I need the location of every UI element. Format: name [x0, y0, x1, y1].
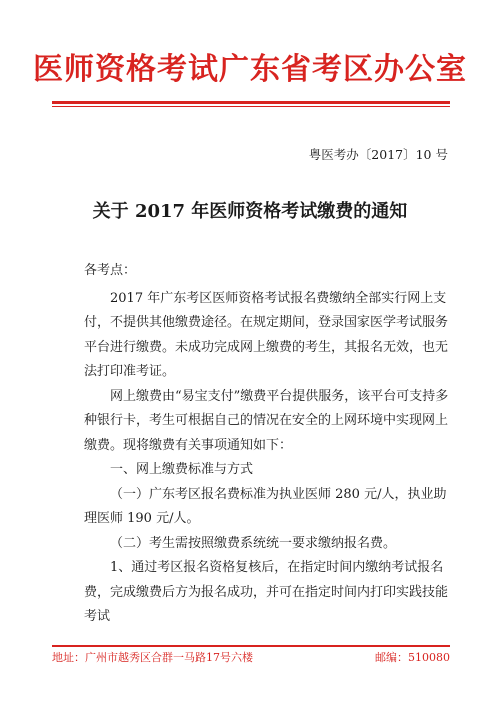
document-body [84, 259, 449, 630]
paragraph-online-payment: 2017 年广东考区医师资格考试报名费缴纳全部实行网上支付，不提供其他缴费途径。在规定期间，登录国家医学考试服务平台进行缴费。未成功完成网上缴费的考生，其报名无效，也无法打印准考证。 [84, 290, 449, 379]
paragraph-fee-standard: （一）广东考区报名费标准为执业医师 280 元/人，执业助理医师 190 元/人。 [84, 486, 447, 526]
document-number: 粤医考办〔2017〕10 号 [308, 147, 448, 162]
footer-postcode: 邮编：510080 [375, 651, 450, 664]
footer [52, 650, 450, 666]
footer-divider [52, 645, 450, 647]
salutation: 各考点： [84, 263, 137, 278]
paragraph-payment-step-1: 1、通过考区报名资格复核后，在指定时间内缴纳考试报名费，完成缴费后方为报名成功，并可在指定时间内打印实践技能考试 [84, 560, 449, 624]
letterhead-divider-thick [52, 101, 450, 104]
document-title: 关于 2017 年医师资格考试缴费的通知 [92, 201, 408, 222]
section-heading-payment-standard: 一、网上缴费标准与方式 [110, 462, 254, 477]
paragraph-payment-platform: 网上缴费由“易宝支付”缴费平台提供服务，该平台可支持多种银行卡，考生可根据自己的情况在安全的上网环境中实现网上缴费。现将缴费有关事项通知如下： [84, 388, 449, 453]
paragraph-payment-requirement: （二）考生需按照缴费系统统一要求缴纳报名费。 [110, 535, 397, 551]
letterhead-divider-thin [52, 106, 450, 107]
footer-address: 地址：广州市越秀区合群一马路17号六楼 [52, 651, 253, 664]
letterhead-title: 医师资格考试广东省考区办公室 [33, 52, 467, 87]
